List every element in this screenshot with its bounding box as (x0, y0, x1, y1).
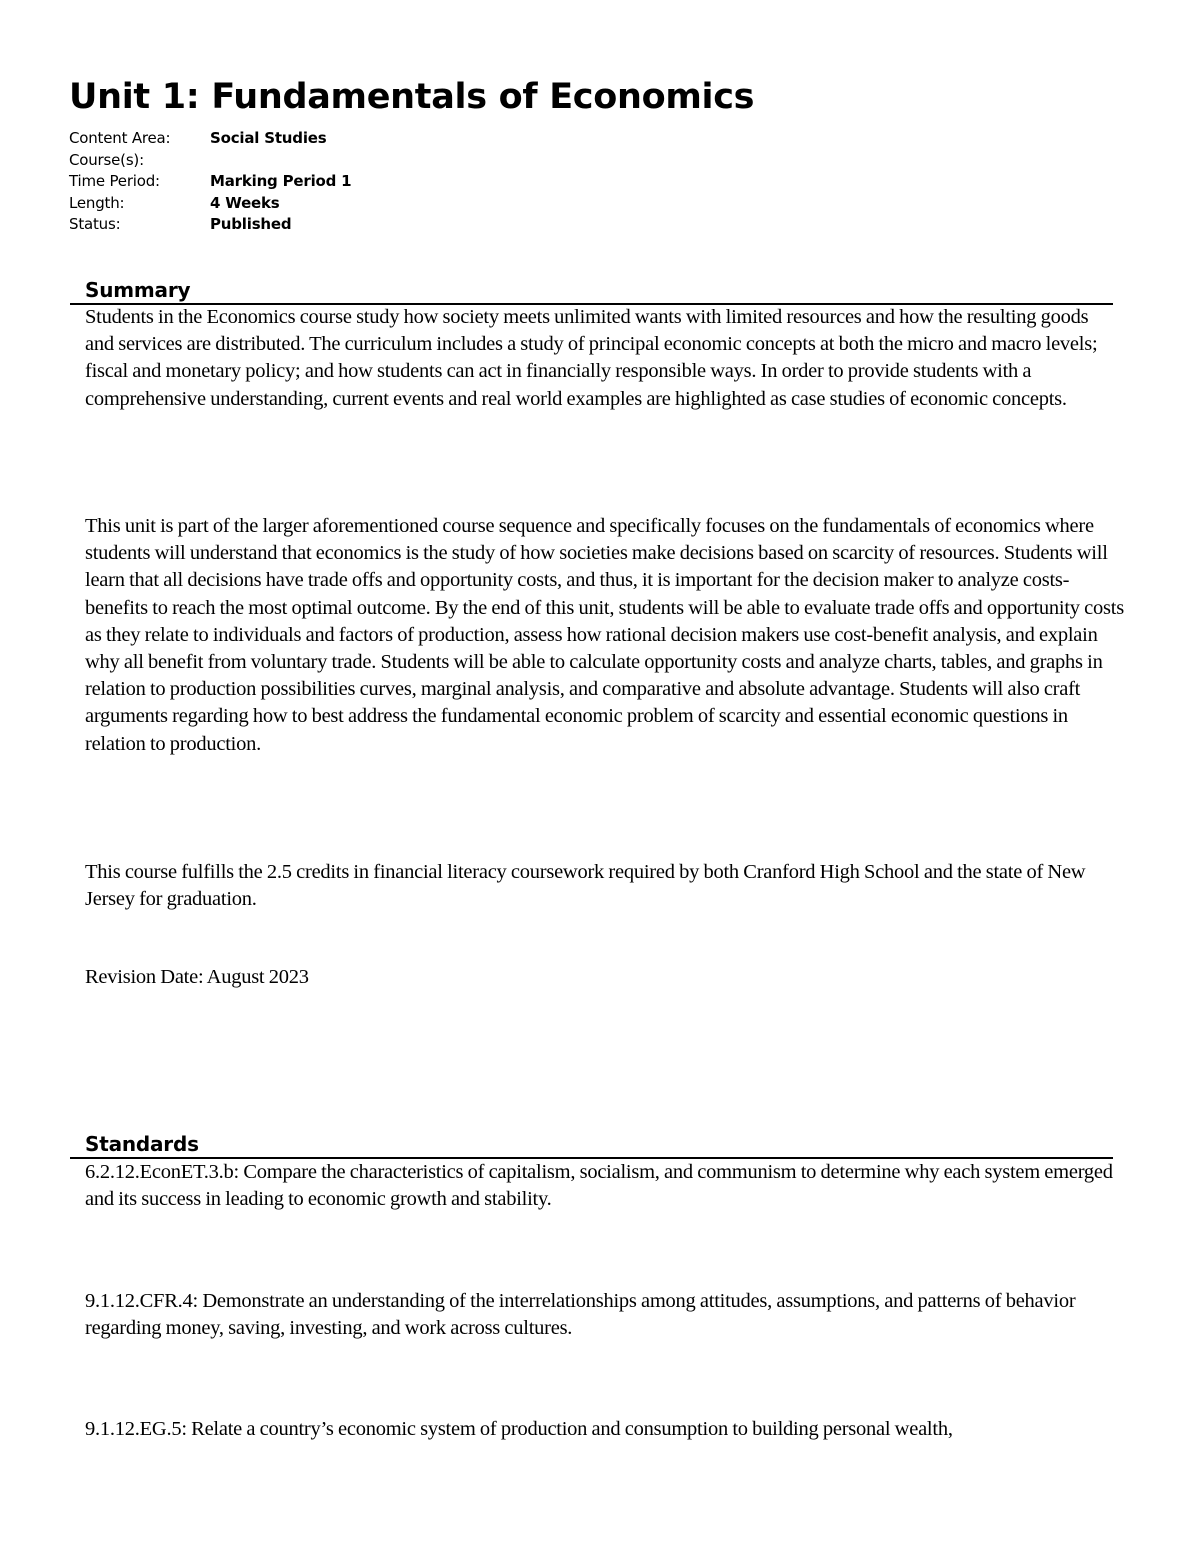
meta-row-length (69, 193, 351, 215)
revision-date: Revision Date: August 2023 (85, 966, 309, 988)
standard-item: 9.1.12.EG.5: Relate a country’s economic system of production and consumption to building personal wealth, (85, 1418, 953, 1440)
meta-value: Social Studies (210, 129, 327, 147)
standards-section (70, 1131, 1113, 1159)
summary-paragraph-2: This unit is part of the larger aforementioned course sequence and specifically focuses on the fundamentals of economics where students will understand that economics is the study of how societies make decisions based on scarcity of resources. Students will learn that all decisions have trade offs and opportunity costs, and thus, it is important for the decision maker to analyze costs-benefits to reach the most optimal outcome. By the end of this unit, students will be able to evaluate trade offs and opportunity costs as they relate to individuals and factors of production, assess how rational decision makers use cost-benefit analysis, and explain why all benefit from voluntary trade. Students will be able to calculate opportunity costs and analyze charts, tables, and graphs in relation to production possibilities curves, marginal analysis, and comparative and absolute advantage. Students will also craft arguments regarding how to best address the fundamental economic problem of scarcity and essential economic questions in relation to production. (85, 515, 1124, 755)
meta-row-status (69, 214, 351, 236)
unit-metadata (69, 128, 351, 236)
meta-value: Published (210, 215, 292, 233)
meta-value: 4 Weeks (210, 193, 280, 212)
meta-value: Marking Period 1 (210, 172, 352, 190)
meta-label: Time Period: (69, 172, 160, 190)
meta-label: Length: (69, 193, 125, 212)
meta-row-content-area (69, 128, 351, 150)
standard-item: 9.1.12.CFR.4: Demonstrate an understanding of the interrelationships among attitudes, assumptions, and patterns of behavior regarding money, saving, investing, and work across cultures. (85, 1290, 1076, 1340)
meta-row-courses (69, 150, 351, 172)
summary-paragraph-1: Students in the Economics course study how society meets unlimited wants with limited resources and how the resulting goods and services are distributed. The curriculum includes a study of principal economic concepts at both the micro and macro levels; fiscal and monetary policy; and how students can act in financially responsible ways. In order to provide students with a comprehensive understanding, current events and real world examples are highlighted as case studies of economic concepts. (85, 306, 1098, 410)
summary-paragraph-3: This course fulfills the 2.5 credits in financial literacy coursework required by both Cranford High School and the state of New Jersey for graduation. (85, 861, 1086, 911)
meta-label: Course(s): (69, 150, 144, 169)
summary-section (70, 277, 1113, 305)
meta-row-time-period (69, 171, 351, 193)
summary-heading: Summary (70, 277, 1113, 305)
meta-label: Content Area: (69, 129, 171, 147)
meta-label: Status: (69, 215, 121, 233)
unit-title: Unit 1: Fundamentals of Economics (69, 77, 755, 117)
standard-item: 6.2.12.EconET.3.b: Compare the characteristics of capitalism, socialism, and communism to determine why each system emerged and its success in leading to economic growth and stability. (85, 1161, 1113, 1211)
standards-heading: Standards (70, 1131, 1113, 1159)
